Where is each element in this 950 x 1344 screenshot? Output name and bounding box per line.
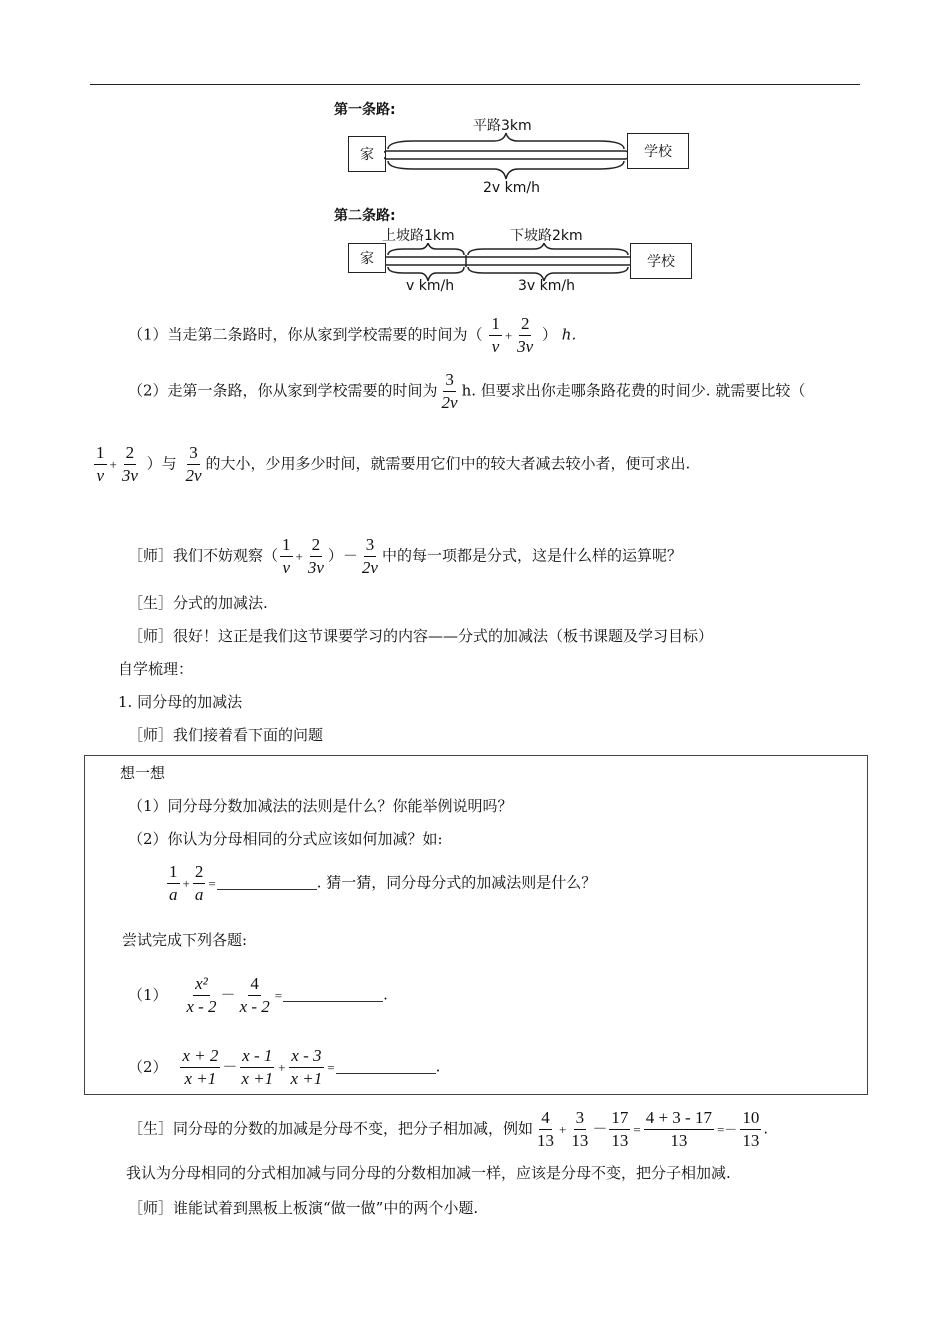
- road2-home-label: 家: [360, 251, 374, 267]
- box-example: $\frac{1}{a}$ + $\frac{2}{a}$ = . 猜一猜，同分母分式的加减法则是什么？: [169, 862, 597, 904]
- road2-school-box: [630, 243, 692, 279]
- road2-down-label: 下坡路2km: [510, 228, 583, 244]
- box-problem-1: （1） $\frac{\text{x²}}{x - 2}$ － $\frac{4}{x - 2}$ = .: [128, 974, 388, 1016]
- road2-up-label: 上坡路1km: [382, 228, 455, 244]
- frac-1-v: $\frac{1}{v}$: [491, 314, 500, 356]
- road1-school-box: [627, 133, 689, 169]
- road2-home-box: [348, 243, 386, 273]
- road1-title: 第一条路:: [334, 102, 396, 118]
- teacher-line-2: ［师］很好！这正是我们这节课要学习的内容——分式的加减法（板书课题及学习目标）: [128, 627, 714, 645]
- teacher-line-1: ［师］我们不妨观察（ $\frac{1}{v}$ + $\frac{2}{3v}$ ）－ $\frac{3}{2v}$ 中的每一项都是分式，这是什么样的运算呢？: [128, 535, 682, 577]
- box-try: 尝试完成下列各题:: [122, 931, 248, 949]
- teacher-line-3: ［师］我们接着看下面的问题: [128, 726, 324, 744]
- student-line-2: ［生］同分母的分数的加减是分母不变，把分子相加减，例如 $\frac{4}{13}$ + $\frac{3}{13}$ － $\frac{17}{13}$ = $\frac{4 + 3 - 17}{13}$ =－ $\frac{10}{13}$ .: [128, 1108, 769, 1150]
- frac-3-2v: $\frac{3}{2v}$: [441, 370, 458, 412]
- answer-blank[interactable]: [217, 877, 317, 890]
- road1-home-box: [348, 136, 386, 172]
- road1-home-label: 家: [360, 147, 374, 163]
- road2-title: 第二条路:: [334, 208, 396, 224]
- teacher-line-4: ［师］谁能试着到黑板上板演“做一做”中的两个小题.: [128, 1199, 479, 1217]
- frac-2-3v: $\frac{2}{3v}$: [517, 314, 534, 356]
- road2-speed-down-label: 3v km/h: [518, 278, 575, 294]
- box-question-1: （1）同分母分数加减法的法则是什么？你能举例说明吗？: [128, 797, 513, 815]
- road1-flat-label: 平路3km: [473, 118, 532, 134]
- question-2: （2）走第一条路，你从家到学校需要的时间为 $\frac{3}{2v}$ h. 但要求出你走哪条路花费的时间少. 就需要比较（: [128, 370, 806, 412]
- question-2-cont: $\frac{1}{v}$ + $\frac{2}{3v}$ ）与 $\frac{3}{2v}$ 的大小，少用多少时间，就需要用它们中的较大者减去较小者，便可求出.: [96, 443, 691, 485]
- section-heading-1: 1. 同分母的加减法: [118, 693, 243, 711]
- answer-blank[interactable]: [283, 989, 383, 1002]
- student-line-3: 我认为分母相同的分式相加减与同分母的分数相加减一样，应该是分母不变，把分子相加减.: [126, 1164, 731, 1182]
- road2-bar: [384, 243, 632, 283]
- box-question-2: （2）你认为分母相同的分式应该如何加减？如:: [128, 830, 443, 848]
- road2-speed-up-label: v km/h: [406, 278, 455, 294]
- q1-text: （1）当走第二条路时，你从家到学校需要的时间为（: [128, 325, 483, 344]
- top-rule: [90, 84, 860, 85]
- self-study-heading: 自学梳理：: [118, 660, 194, 678]
- box-title: 想一想: [120, 764, 166, 782]
- box-problem-2: （2） $\frac{x + 2}{x +1}$ － $\frac{x - 1}{x +1}$ + $\frac{x - 3}{x +1}$ = .: [128, 1046, 441, 1088]
- answer-blank[interactable]: [336, 1061, 436, 1074]
- road1-speed-label: 2v km/h: [483, 180, 540, 196]
- student-line-1: ［生］分式的加减法.: [128, 594, 268, 612]
- route-diagram: [330, 95, 700, 300]
- road1-school-label: 学校: [644, 144, 672, 160]
- road2-school-label: 学校: [647, 254, 675, 270]
- road1-bar: [384, 131, 628, 181]
- question-1: （1）当走第二条路时，你从家到学校需要的时间为（ $\frac{1}{v}$ + $\frac{2}{3v}$ ） h.: [128, 314, 577, 356]
